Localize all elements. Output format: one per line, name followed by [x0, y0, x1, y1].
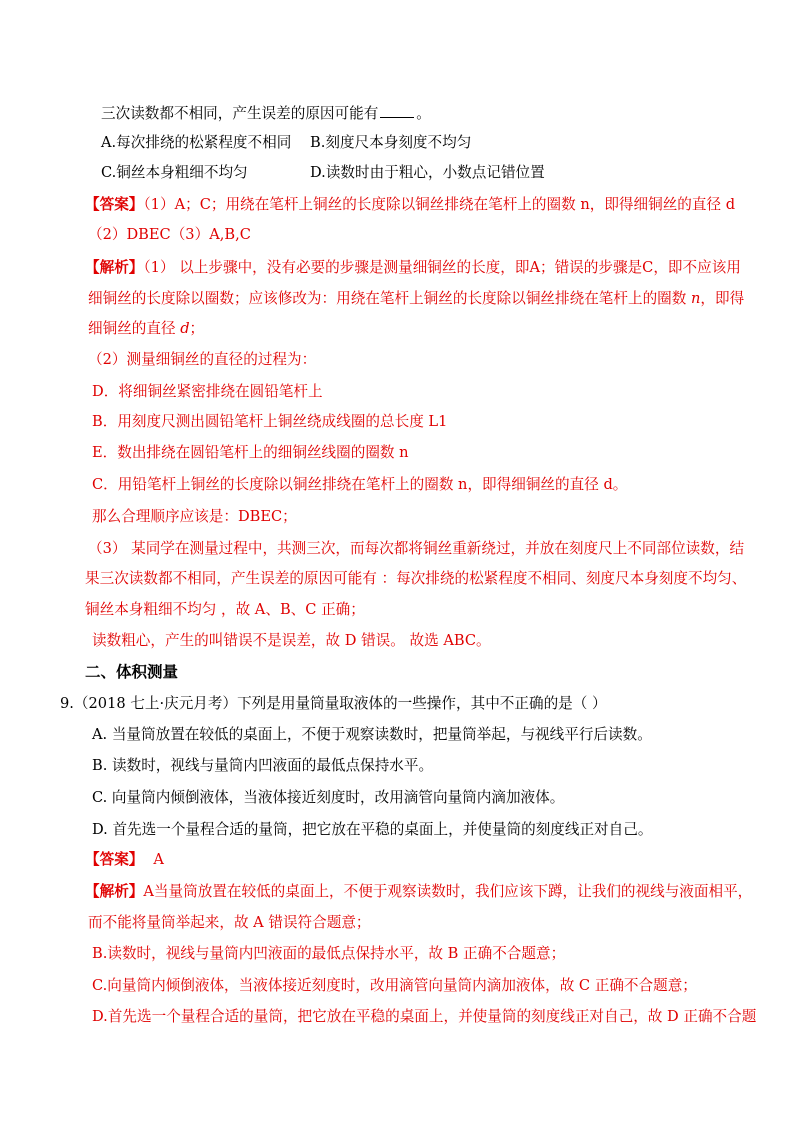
option-d: D.读数时由于粗心，小数点记错位置	[310, 164, 545, 181]
section-heading: 二、体积测量	[85, 663, 179, 681]
analysis-line3-text: 细铜丝的直径	[88, 320, 181, 337]
variable-d: d	[180, 320, 190, 337]
analysis-block	[85, 258, 741, 278]
question9-option-c: C. 向量筒内倾倒液体，当液体接近刻度时，改用滴管向量筒内滴加液体。	[92, 789, 565, 806]
answer-blank	[380, 103, 414, 118]
answer9-tag: 【答案】	[85, 851, 144, 868]
question-part3-end: 。	[416, 105, 431, 122]
answer9-value: A	[153, 851, 164, 868]
question9-option-a: A. 当量筒放置在较低的桌面上，不便于观察读数时，把量筒举起，与视线平行后读数。	[92, 726, 652, 743]
step-c: C．用铅笔杆上铜丝的长度除以铜丝排绕在笔杆上的圈数 n，即得细铜丝的直径 d。	[92, 476, 628, 493]
answer-block	[85, 195, 735, 215]
analysis9-line2: 而不能将量筒举起来，故 A 错误符合题意；	[88, 914, 371, 931]
analysis-line3	[88, 319, 204, 339]
step-d: D．将细铜丝紧密排绕在圆铅笔杆上	[92, 383, 323, 400]
variable-n: n	[691, 290, 701, 307]
answer9-block	[85, 850, 164, 870]
analysis-line2-text: 细铜丝的长度除以圈数；应该修改为：用绕在笔杆上铜丝的长度除以铜丝排绕在笔杆上的圈数	[88, 290, 691, 307]
analysis-line1: （1） 以上步骤中，没有必要的步骤是测量细铜丝的长度，即A；错误的步骤是C，即不应该用	[143, 259, 741, 276]
analysis9-block	[85, 882, 752, 902]
question9-option-d: D. 首先选一个量程合适的量筒，把它放在平稳的桌面上，并使量筒的刻度线正对自己。	[92, 821, 653, 838]
analysis9-line1: A当量筒放置在较低的桌面上，不便于观察读数时，我们应该下蹲，让我们的视线与液面相平，	[143, 883, 753, 900]
option-c: C.铜丝本身粗细不均匀	[101, 164, 248, 181]
analysis9-line3: B.读数时，视线与量筒内凹液面的最低点保持水平，故 B 正确不合题意；	[92, 945, 566, 962]
analysis-line13: 读数粗心，产生的叫错误不是误差，故 D 错误。 故选 ABC。	[92, 632, 491, 649]
step-e: E．数出排绕在圆铅笔杆上的细铜丝线圈的圈数 n	[92, 444, 409, 461]
question9-stem: 9.（2018 七上·庆元月考）下列是用量筒量取液体的一些操作，其中不正确的是（ ）	[60, 695, 607, 712]
answer-tag: 【答案】	[85, 196, 144, 213]
analysis9-line5: D.首先选一个量程合适的量筒，把它放在平稳的桌面上，并使量筒的刻度线正对自己，故 D 正确不合题	[92, 1008, 757, 1025]
analysis-line4: （2）测量细铜丝的直径的过程为：	[88, 351, 317, 368]
answer-line2: （2）DBEC（3）A,B,C	[88, 226, 251, 243]
answer-line1: （1）A；C；用绕在笔杆上铜丝的长度除以铜丝排绕在笔杆上的圈数 n，即得细铜丝的直径 d	[143, 196, 736, 213]
analysis-tag: 【解析】	[85, 259, 144, 276]
option-a: A.每次排绕的松紧程度不相同	[101, 134, 292, 151]
question9-option-b: B. 读数时，视线与量筒内凹液面的最低点保持水平。	[92, 757, 434, 774]
analysis-line2-end: ，即得	[700, 290, 745, 307]
step-b: B．用刻度尺测出圆铅笔杆上铜丝绕成线圈的总长度 L1	[92, 413, 448, 430]
analysis9-line4: C.向量筒内倾倒液体，当液体接近刻度时，改用滴管向量筒内滴加液体，故 C 正确不合题意；	[92, 977, 697, 994]
question-part3-intro	[101, 103, 431, 123]
question-part3-text: 三次读数都不相同，产生误差的原因可能有	[101, 105, 379, 122]
analysis-line11: 果三次读数都不相同，产生误差的原因可能有 ：每次排绕的松紧程度不相同、刻度尺本身刻度不均匀、	[85, 570, 747, 587]
analysis9-tag: 【解析】	[85, 883, 144, 900]
analysis-order: 那么合理顺序应该是：DBEC；	[92, 508, 297, 525]
analysis-line3-end: ；	[189, 320, 205, 337]
analysis-line2	[88, 289, 744, 309]
analysis-line12: 铜丝本身粗细不均匀 ，故 A、B、C 正确；	[85, 601, 365, 618]
analysis-line10: （3） 某同学在测量过程中，共测三次，而每次都将铜丝重新绕过，并放在刻度尺上不同部位读数，结	[88, 540, 745, 557]
option-b: B.刻度尺本身刻度不均匀	[310, 134, 472, 151]
